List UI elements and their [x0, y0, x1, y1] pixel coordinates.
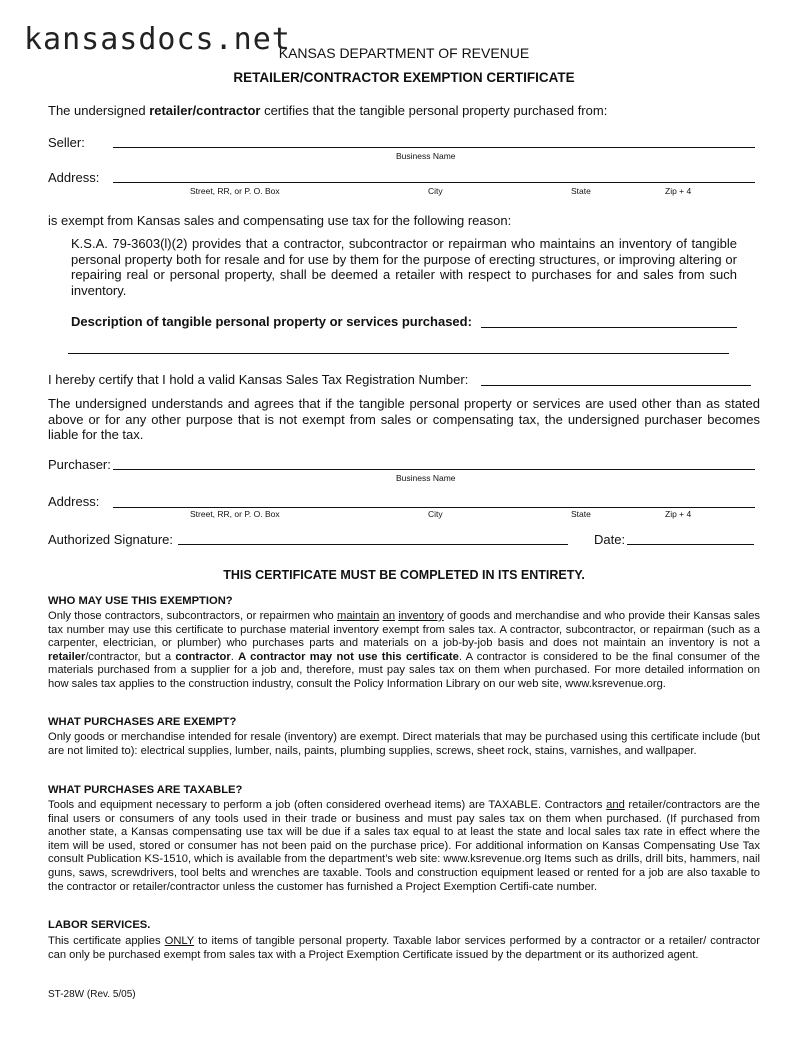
description-line-2[interactable]	[68, 353, 729, 354]
seller-city-caption: City	[428, 186, 443, 196]
ksa-statute-text: K.S.A. 79-3603(l)(2) provides that a contractor, subcontractor or repairman who maintains an inventory of tangible personal property both for resale and for use by them for the purpose of erecting structures, or improving altering or repairing real or personal property, shall be deemed a retailer with respect to purchases for and sales from such inventory.	[71, 236, 737, 298]
intro-statement: The undersigned retailer/contractor certifies that the tangible personal property purchased from:	[48, 103, 608, 118]
agreement-text: The undersigned understands and agrees that if the tangible personal property or services are used other than as stated above or for any other purpose that is not exempt from sales or compensating tax, the undersigned purchaser becomes liable for the tax.	[48, 396, 760, 442]
purchaser-business-name-caption: Business Name	[396, 473, 456, 483]
seller-address-label: Address:	[48, 170, 100, 185]
date-label: Date:	[594, 532, 626, 547]
form-number: ST-28W (Rev. 5/05)	[48, 989, 136, 1000]
taxable-heading: WHAT PURCHASES ARE TAXABLE?	[48, 784, 243, 796]
purchaser-label: Purchaser:	[48, 457, 111, 472]
signature-label: Authorized Signature:	[48, 532, 174, 547]
form-title: RETAILER/CONTRACTOR EXEMPTION CERTIFICATE	[233, 70, 575, 85]
seller-address-line[interactable]	[113, 182, 755, 183]
purchaser-address-label: Address:	[48, 494, 100, 509]
labor-heading: LABOR SERVICES.	[48, 919, 151, 931]
description-line-1[interactable]	[481, 327, 737, 328]
who-heading: WHO MAY USE THIS EXEMPTION?	[48, 595, 233, 607]
who-text: Only those contractors, subcontractors, or repairmen who maintain an inventory of goods and merchandise and who provide their Kansas sales tax number may use this certificate to purchase material inventory exempt from sales tax. A contractor, subcontractor, or repairman (such as a carpenter, electrician, or plumber) who purchases parts and materials on a job-by-job basis and does not maintain an inventory is not a retailer/contractor, but a contractor. A contractor may not use this certificate. A contractor is considered to be the final consumer of the materials purchased from a supplier for a job and, therefore, must pay sales tax on them when purchased. For more detailed information on how sales tax applies to the construction industry, consult the Policy Information Library on our web site, www.ksrevenue.org.	[48, 610, 761, 690]
taxable-text: Tools and equipment necessary to perform a job (often considered overhead items) are TAXABLE. Contractors and retailer/contractors are the final users or consumers of any tools used in their trade or business and must pay sales tax on them when purchased. (If purchased from another state, a Kansas compensating use tax will be due if a sales tax equal to at least the state and local sales tax rate in effect where the item will be used, stored or consumer has not been paid on the purchase price). For additional information on Kansas Compensating Use Tax consult Publication KS-1510, which is available from the department’s web site: www.ksrevenue.org Items such as drills, drill bits, hammers, nail guns, saws, screwdrivers, tool belts and wrenches are taxable. Tools and construction equipment leased or rented for a job are also taxable to the contractor or retailer/contractor unless the customer has furnished a Project Exemption Certifi-cate number.	[48, 799, 760, 893]
purchaser-address-line[interactable]	[113, 507, 755, 508]
seller-business-name-caption: Business Name	[396, 151, 456, 161]
labor-text: This certificate applies ONLY to items of tangible personal property. Taxable labor services performed by a contractor or a retailer/ contractor can only be purchased exempt from sales tax with a Project Exemption Certificate issued by the department or its authorized agent.	[48, 935, 760, 961]
purchaser-state-caption: State	[571, 509, 591, 519]
registration-label: I hereby certify that I hold a valid Kansas Sales Tax Registration Number:	[48, 372, 469, 387]
registration-number-line[interactable]	[481, 385, 751, 386]
exempt-heading: WHAT PURCHASES ARE EXEMPT?	[48, 716, 237, 728]
purchaser-street-caption: Street, RR, or P. O. Box	[190, 509, 280, 519]
purchaser-city-caption: City	[428, 509, 443, 519]
purchaser-zip-caption: Zip + 4	[665, 509, 692, 519]
seller-zip-caption: Zip + 4	[665, 186, 692, 196]
watermark: kansasdocs.net	[24, 22, 291, 57]
completion-notice: THIS CERTIFICATE MUST BE COMPLETED IN ITS ENTIRETY.	[223, 568, 585, 582]
exempt-reason-intro: is exempt from Kansas sales and compensating use tax for the following reason:	[48, 213, 512, 228]
seller-label: Seller:	[48, 135, 85, 150]
agency-name: KANSAS DEPARTMENT OF REVENUE	[278, 45, 530, 61]
purchaser-name-line[interactable]	[113, 469, 755, 470]
description-label: Description of tangible personal property or services purchased:	[71, 314, 472, 329]
date-line[interactable]	[627, 544, 754, 545]
exempt-text: Only goods or merchandise intended for resale (inventory) are exempt. Direct materials that may be purchased using this certificate include (but are not limited to): electrical supplies, lumber, nails, paints, plumbing supplies, screws, sheet rock, stains, varnishes, and wallpaper.	[48, 731, 760, 757]
signature-line[interactable]	[178, 544, 568, 545]
seller-name-line[interactable]	[113, 147, 755, 148]
seller-street-caption: Street, RR, or P. O. Box	[190, 186, 280, 196]
seller-state-caption: State	[571, 186, 591, 196]
